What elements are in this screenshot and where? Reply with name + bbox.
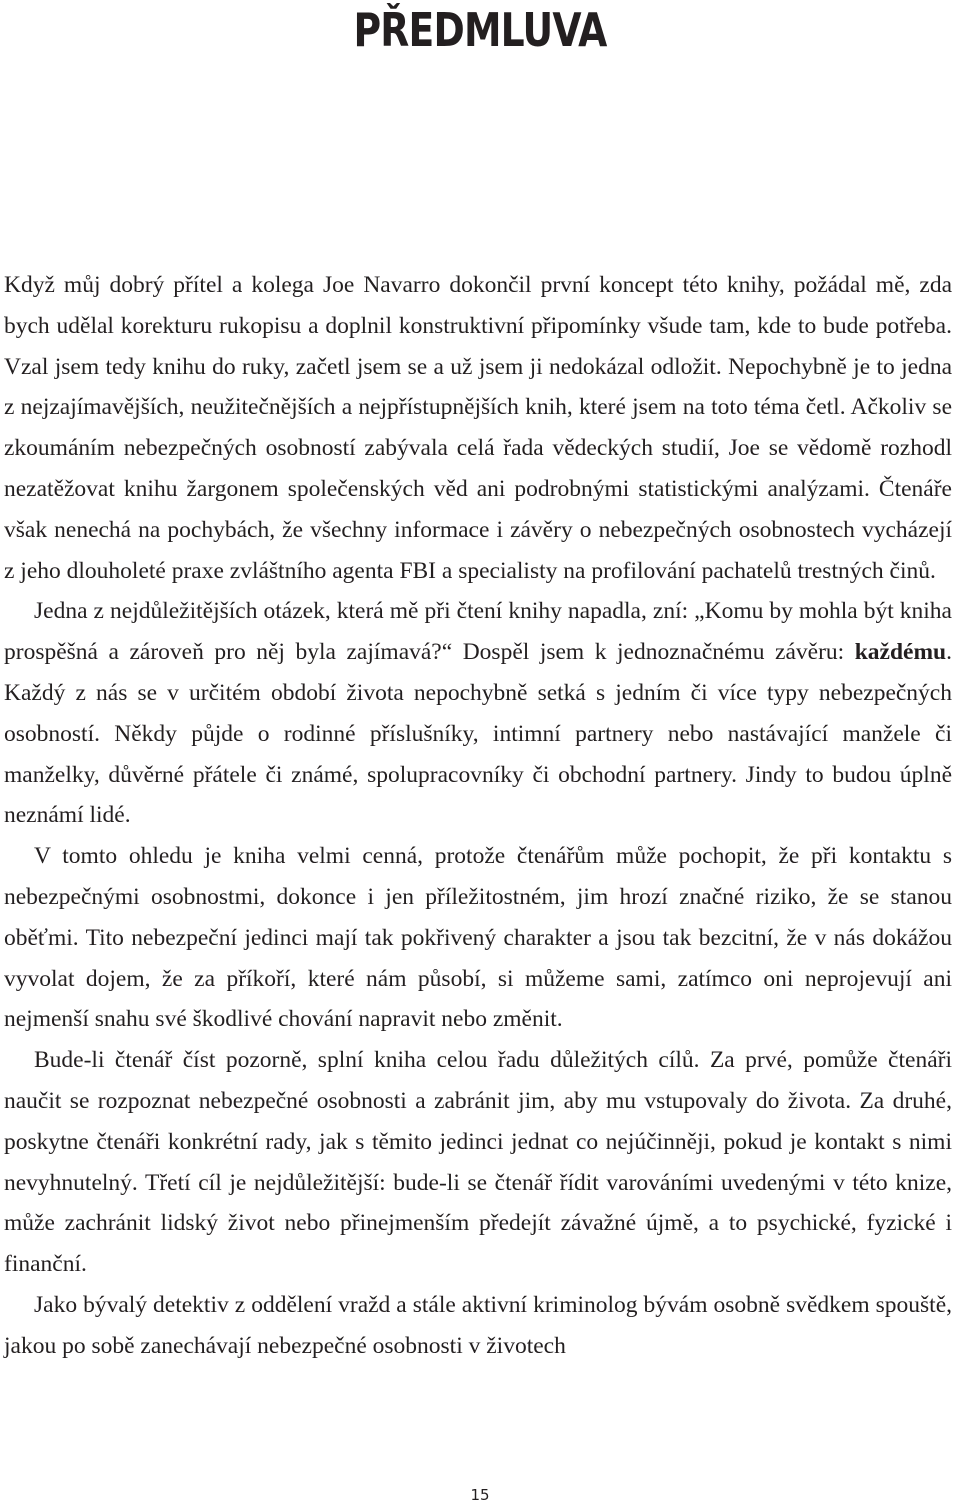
paragraph-2-start: Jedna z nejdůležitějších otázek, která mě při čtení knihy napadla, zní: „Komu by mohla být kniha prospěšná a zároveň pro něj byla zajímavá?“ Dospěl jsem k jednoznačnému závěru: <box>4 598 952 666</box>
paragraph-2 <box>4 591 952 836</box>
paragraph-2-end: . Každý z nás se v určitém období života nepochybně setká s jedním či více typy nebezpečných osobností. Někdy půjde o rodinné příslušníky, intimní partnery nebo nastávající manžele či manželky, důvěrné přátele či známé, spolupracovníky či obchodní partnery. Jindy to budou úplně neznámí lidé. <box>4 639 952 829</box>
emphasis-word: každému <box>854 639 947 666</box>
paragraph-5: Jako bývalý detektiv z oddělení vražd a stále aktivní kriminolog bývám osobně svědkem spouště, jakou po sobě zanechávají nebezpečné osobnosti v životech <box>4 1291 952 1359</box>
paragraph-1: Když můj dobrý přítel a kolega Joe Navarro dokončil první koncept této knihy, požádal mě, zda bych udělal korekturu rukopisu a doplnil konstruktivní připomínky všude tam, kde to bude potřeba. Vzal jsem tedy knihu do ruky, začetl jsem se a už jsem ji nedokázal odložit. Nepochybně je to jedna z nejzajímavějších, neužitečnějších a nejpřístupnějších knih, které jsem na toto téma četl. Ačkoliv se zkoumáním nebezpečných osobností zabývala celá řada vědeckých studií, Joe se vědomě rozhodl nezatěžovat knihu žargonem společenských věd ani podrobnými statistickými analýzami. Čtenáře však nenechá na pochybách, že všechny informace i závěry o nebezpečných osobnostech vycházejí z jeho dlouholeté praxe zvláštního agenta FBI a specialisty na profilování pachatelů trestných činů. <box>4 272 952 584</box>
page-number: 15 <box>470 1486 490 1504</box>
page-title: PŘEDMLUVA <box>353 3 607 57</box>
body-text <box>4 265 952 1367</box>
paragraph-4: Bude-li čtenář číst pozorně, splní kniha celou řadu důležitých cílů. Za prvé, pomůže čtenáři naučit se rozpoznat nebezpečné osobnosti a zabránit jim, aby mu vstupovaly do života. Za druhé, poskytne čtenáři konkrétní rady, jak s těmito jedinci jednat co nejúčinněji, pokud je kontakt s nimi nevyhnutelný. Třetí cíl je nejdůležitější: bude-li se čtenář řídit varováními uvedenými v této knize, může zachránit lidský život nebo přinejmenším předejít závažné újmě, a to psychické, fyzické i finanční. <box>4 1047 952 1278</box>
paragraph-3: V tomto ohledu je kniha velmi cenná, protože čtenářům může pochopit, že při kontaktu s nebezpečnými osobnostmi, dokonce i jen příležitostném, jim hrozí značné riziko, že se stanou oběťmi. Tito nebezpeční jedinci mají tak pokřivený charakter a jsou tak bezcitní, že v nás dokážou vyvolat dojem, že za příkoří, které nám působí, si můžeme sami, zatímco oni neprojevují ani nejmenší snahu své škodlivé chování napravit nebo změnit. <box>4 843 952 1033</box>
